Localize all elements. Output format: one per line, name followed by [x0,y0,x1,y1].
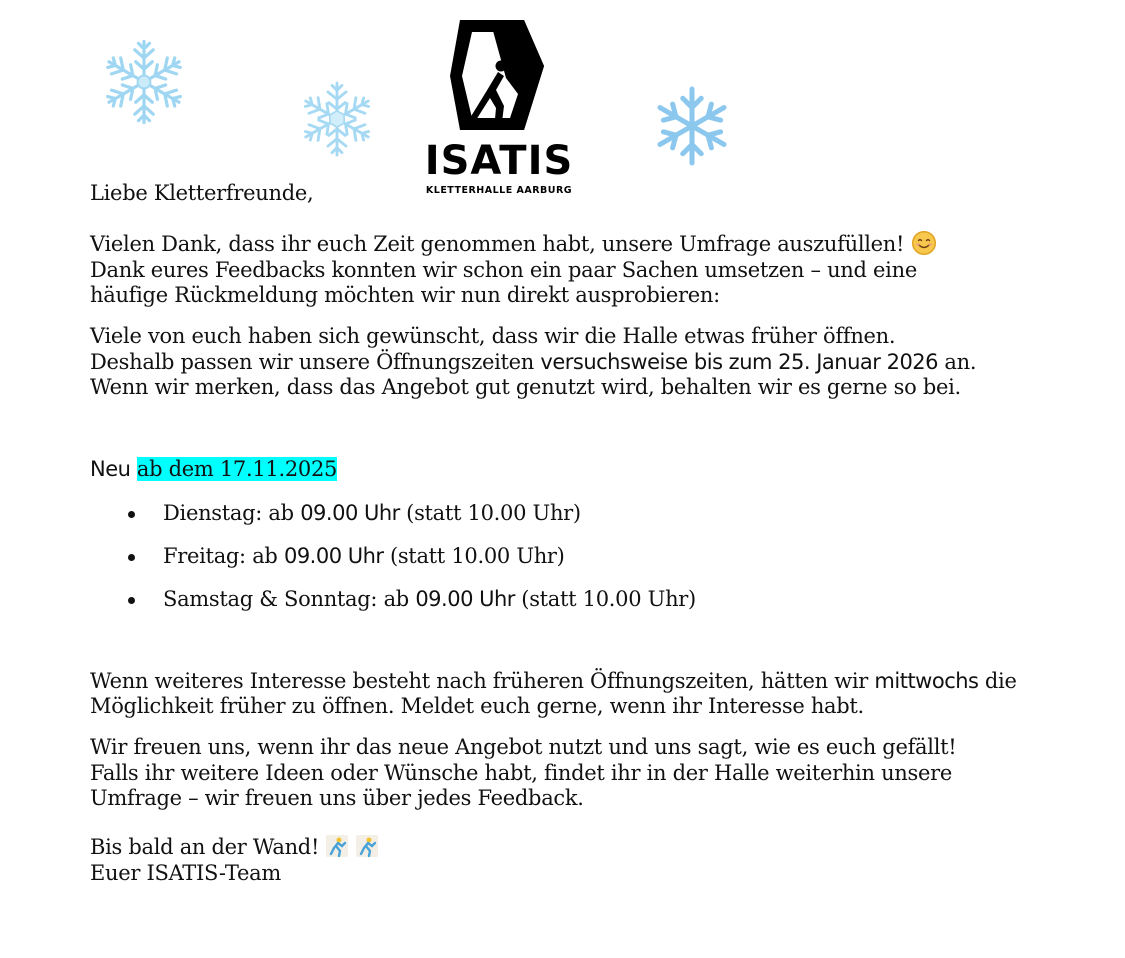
paragraph-4-line-2: Falls ihr weitere Ideen oder Wünsche habt, findet ihr in der Halle weiterhin unsere [90,761,952,785]
paragraph-2-line-3: Wenn wir merken, dass das Angebot gut genutzt wird, behalten wir es gerne so bei. [90,375,961,399]
greeting: Liebe Kletterfreunde, [90,181,314,205]
climber-logo-icon [446,18,556,134]
signature: Euer ISATIS-Team [90,861,281,885]
person-climbing-emoji [355,834,379,858]
trial-period-text: versuchsweise bis zum 25. Januar 2026 [540,350,939,374]
paragraph-2-line-2: Deshalb passen wir unsere Öffnungszeiten versuchsweise bis zum 25. Januar 2026 an. [90,350,977,374]
paragraph-1-line-2: Dank eures Feedbacks konnten wir schon ein paar Sachen umsetzen – und eine [90,258,917,282]
person-climbing-emoji [325,834,349,858]
snowflake-icon [296,78,378,160]
logo-subtitle: KLETTERHALLE AARBURG [425,185,573,196]
paragraph-4-line-3: Umfrage – wir freuen uns über jedes Feedback. [90,786,584,810]
paragraph-3-line-1: Wenn weiteres Interesse besteht nach früheren Öffnungszeiten, hätten wir mittwochs die [90,669,1017,693]
smiling-face-emoji [912,231,936,255]
highlighted-start-date: ab dem 17.11.2025 [136,457,338,481]
paragraph-3-line-2: Möglichkeit früher zu öffnen. Meldet euch gerne, wenn ihr Interesse habt. [90,694,864,718]
new-schedule-heading: Neu ab dem 17.11.2025 [90,457,338,481]
paragraph-2-line-1: Viele von euch haben sich gewünscht, dass wir die Halle etwas früher öffnen. [90,324,896,348]
paragraph-1-line-3: häufige Rückmeldung möchten wir nun direkt ausprobieren: [90,283,720,307]
bullet-icon [128,511,135,518]
paragraph-4-line-1: Wir freuen uns, wenn ihr das neue Angebot nutzt und uns sagt, wie es euch gefällt! [90,735,957,759]
snowflake-icon [98,36,190,128]
closing-line: Bis bald an der Wand! [90,834,379,861]
bullet-icon [128,597,135,604]
logo-brand-text: ISATIS [424,138,574,184]
bullet-icon [128,554,135,561]
snowflake-icon [650,84,734,168]
isatis-logo [414,18,584,200]
paragraph-1-line-1: Vielen Dank, dass ihr euch Zeit genommen habt, unsere Umfrage auszufüllen! [90,231,936,258]
